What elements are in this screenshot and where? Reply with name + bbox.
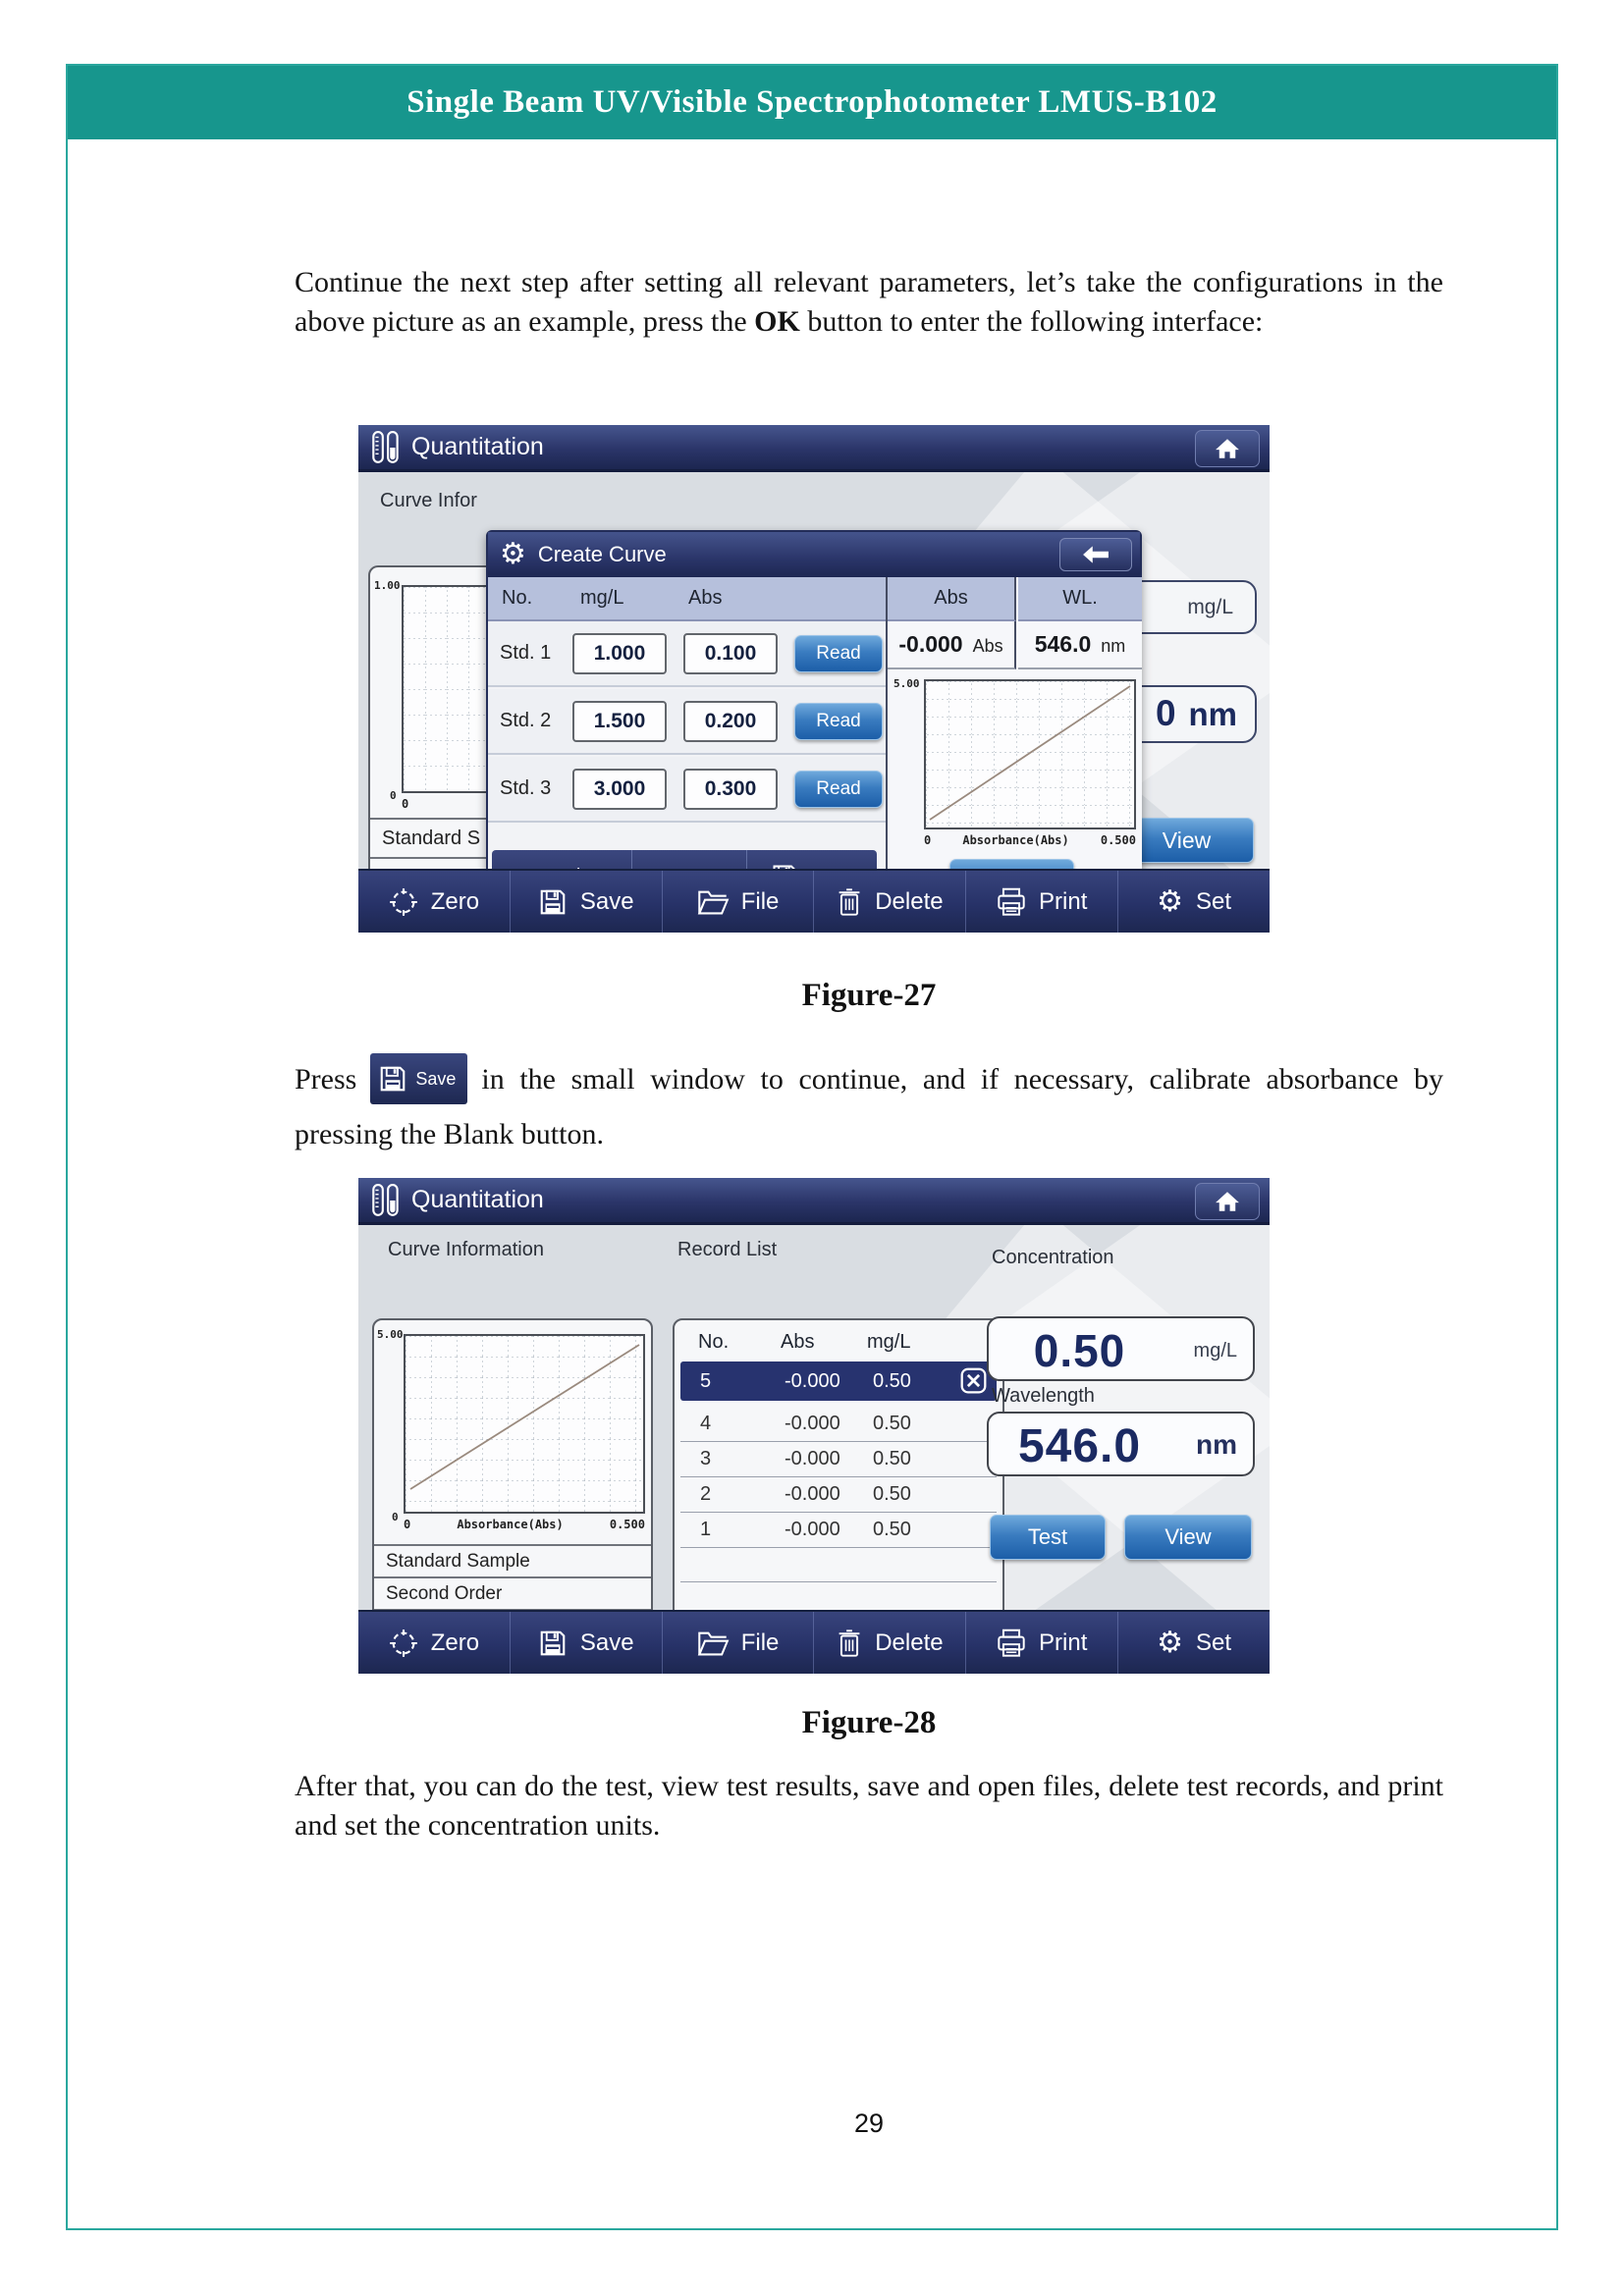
wavelength-unit: nm xyxy=(1196,1429,1237,1460)
wavelength-display-box xyxy=(987,1412,1255,1476)
concentration-value: 0.50 xyxy=(1033,1325,1126,1376)
paragraph-2-text: Press xyxy=(295,1063,357,1095)
toolbar-label: Print xyxy=(1039,1629,1088,1656)
graph-grid xyxy=(926,681,1134,828)
test-button[interactable] xyxy=(990,1515,1106,1560)
wavelength-partial-value: 0 xyxy=(1156,693,1176,733)
record-mgl: 0.50 xyxy=(873,1369,911,1392)
gear-icon: ⚙ xyxy=(1157,883,1183,919)
record-list-header xyxy=(675,1324,1002,1360)
inline-save-label: Save xyxy=(415,1069,457,1090)
figure-28-screenshot xyxy=(358,1178,1270,1674)
read-button[interactable]: Read xyxy=(794,635,883,672)
toolbar-set-button[interactable] xyxy=(1117,1612,1270,1674)
toolbar-print-button[interactable] xyxy=(965,1612,1117,1674)
toolbar-label: Print xyxy=(1039,887,1088,915)
wavelength-unit-label: nm xyxy=(1188,696,1237,732)
wl-header-cell: WL. xyxy=(1018,577,1142,621)
y-axis-max-label: 5.00 xyxy=(377,1328,404,1341)
abs-input[interactable]: 0.100 xyxy=(683,633,778,674)
record-mgl: 0.50 xyxy=(873,1413,911,1434)
y-axis-zero-label: 0 xyxy=(392,1511,399,1523)
view-button-label: View xyxy=(1164,1524,1212,1549)
abs-input[interactable]: 0.300 xyxy=(683,769,778,810)
mgl-input[interactable]: 1.000 xyxy=(572,633,667,674)
x-axis-labels xyxy=(924,833,1136,847)
create-curve-dialog xyxy=(486,530,1142,909)
record-mgl: 0.50 xyxy=(873,1448,911,1469)
toolbar-zero-button[interactable] xyxy=(358,1612,510,1674)
wavelength-value: 546.0 xyxy=(1017,1420,1142,1472)
toolbar-delete-button[interactable] xyxy=(813,1612,965,1674)
toolbar-delete-button[interactable] xyxy=(813,871,965,933)
gear-icon: ⚙ xyxy=(1157,1625,1183,1660)
x-axis-max-label: 0.500 xyxy=(609,1518,645,1531)
floppy-disk-icon xyxy=(538,1629,568,1658)
record-row[interactable] xyxy=(680,1442,997,1477)
record-abs: -0.000 xyxy=(785,1413,840,1434)
toolbar-save-button[interactable] xyxy=(510,1612,662,1674)
document-title: Single Beam UV/Visible Spectrophotometer LMUS-B102 xyxy=(406,84,1218,120)
record-list-panel xyxy=(673,1318,1004,1642)
paragraph-1-text-end: button to enter the following interface: xyxy=(799,305,1264,338)
x-axis-zero-label: 0 xyxy=(924,833,932,847)
record-no: 5 xyxy=(700,1369,712,1392)
trash-icon xyxy=(837,887,862,917)
toolbar-label: Save xyxy=(579,1629,634,1656)
toolbar-label: Set xyxy=(1195,1629,1232,1656)
y-axis-zero-label: 0 xyxy=(390,789,397,802)
figure-27-caption: Figure-27 xyxy=(801,978,937,1013)
record-abs: -0.000 xyxy=(785,1483,840,1505)
concentration-label: Concentration xyxy=(992,1247,1114,1268)
view-button-label: View xyxy=(1162,827,1212,853)
abs-header-cell: Abs xyxy=(888,577,1016,621)
toolbar-label: Delete xyxy=(875,1629,944,1656)
x-axis-zero-label: 0 xyxy=(402,797,409,811)
record-row-selected[interactable] xyxy=(680,1362,997,1401)
column-no: No. xyxy=(502,587,533,609)
curve-information-label: Curve Information xyxy=(388,1239,544,1260)
toolbar-file-button[interactable] xyxy=(662,871,814,933)
concentration-unit: mg/L xyxy=(1193,1340,1237,1362)
folder-icon xyxy=(697,1629,729,1657)
graph-grid xyxy=(406,1336,643,1512)
curve-order-row: Second Order xyxy=(374,1576,651,1609)
printer-icon xyxy=(997,887,1026,917)
column-mgl: mg/L xyxy=(867,1330,911,1353)
zero-target-icon xyxy=(389,1629,418,1658)
record-no: 1 xyxy=(700,1519,712,1540)
record-row[interactable] xyxy=(680,1407,997,1442)
record-row[interactable] xyxy=(680,1477,997,1513)
x-axis-labels xyxy=(404,1518,645,1531)
x-axis-title: Absorbance(Abs) xyxy=(962,833,1069,847)
record-mgl: 0.50 xyxy=(873,1483,911,1505)
toolbar-zero-button[interactable] xyxy=(358,871,510,933)
home-icon xyxy=(1215,438,1240,459)
standard-row-1 xyxy=(488,621,886,687)
toolbar-file-button[interactable] xyxy=(662,1612,814,1674)
gear-icon: ⚙ xyxy=(500,537,526,571)
abs-input[interactable]: 0.200 xyxy=(683,701,778,742)
record-row[interactable] xyxy=(680,1513,997,1548)
page-number: 29 xyxy=(853,2109,885,2138)
record-abs: -0.000 xyxy=(785,1369,840,1392)
floppy-disk-icon xyxy=(538,887,568,917)
abs-unit: Abs xyxy=(972,636,1003,656)
record-abs: -0.000 xyxy=(785,1519,840,1540)
record-no: 4 xyxy=(700,1413,712,1434)
wavelength-label: Wavelength xyxy=(992,1385,1095,1407)
paragraph-3: After that, you can do the test, view test results, save and open files, delete test records, and print and set the concentration units. xyxy=(295,1770,1443,1842)
page-header-banner xyxy=(68,66,1556,139)
quantitation-header-bar xyxy=(358,425,1270,472)
test-tube-icon xyxy=(370,1183,402,1218)
app-title: Quantitation xyxy=(411,433,544,460)
standard-row-3 xyxy=(488,757,886,823)
printer-icon xyxy=(997,1629,1026,1658)
back-arrow-icon xyxy=(1082,545,1110,564)
abs-readout xyxy=(888,621,1016,669)
toolbar-label: File xyxy=(740,1629,780,1656)
standard-row-2 xyxy=(488,689,886,755)
app-title: Quantitation xyxy=(411,1186,544,1213)
test-tube-icon xyxy=(370,430,402,465)
standard-label: Std. 1 xyxy=(500,642,552,664)
zero-target-icon xyxy=(389,887,418,917)
read-button[interactable]: Read xyxy=(794,703,883,740)
record-abs: -0.000 xyxy=(785,1448,840,1469)
bottom-toolbar xyxy=(358,1610,1270,1674)
create-curve-titlebar xyxy=(488,532,1140,577)
x-axis-zero-label: 0 xyxy=(404,1518,411,1531)
toolbar-save-button[interactable] xyxy=(510,871,662,933)
mgl-input[interactable]: 3.000 xyxy=(572,769,667,810)
record-no: 2 xyxy=(700,1483,712,1505)
column-abs: Abs xyxy=(688,587,723,609)
y-axis-max-label: 5.00 xyxy=(893,677,920,690)
view-button[interactable] xyxy=(1124,1515,1252,1560)
folder-icon xyxy=(697,888,729,916)
empty-record-separator xyxy=(680,1581,997,1582)
back-button[interactable] xyxy=(1059,538,1132,571)
trash-icon xyxy=(837,1629,862,1658)
figure-28-caption: Figure-28 xyxy=(801,1705,937,1740)
standard-sample-row: Standard Sample xyxy=(374,1544,651,1576)
toolbar-label: Set xyxy=(1195,887,1232,915)
toolbar-label: Zero xyxy=(430,1629,480,1656)
column-no: No. xyxy=(698,1330,730,1353)
quantitation-body xyxy=(358,1225,1270,1610)
paragraph-1-text: Continue the next step after setting all relevant parameters, let’s take the configurations in the above picture as an example, press the xyxy=(295,266,1443,338)
home-button[interactable] xyxy=(1195,1183,1260,1220)
concentration-unit-label: mg/L xyxy=(1187,596,1233,618)
quantitation-body xyxy=(358,472,1270,869)
floppy-disk-icon xyxy=(378,1064,407,1094)
inline-save-button-image xyxy=(370,1053,467,1104)
dialog-title: Create Curve xyxy=(537,542,667,566)
figure-27-screenshot xyxy=(358,425,1270,933)
home-icon xyxy=(1215,1191,1240,1212)
quantitation-header-bar xyxy=(358,1178,1270,1225)
calibration-curve-graph xyxy=(404,1334,645,1514)
bottom-toolbar xyxy=(358,869,1270,933)
toolbar-label: Save xyxy=(579,887,634,915)
toolbar-label: File xyxy=(740,887,780,915)
toolbar-label: Zero xyxy=(430,887,480,915)
column-mgl: mg/L xyxy=(580,587,624,609)
home-button[interactable] xyxy=(1195,430,1260,467)
record-no: 3 xyxy=(700,1448,712,1469)
column-abs: Abs xyxy=(781,1330,815,1353)
curve-information-panel xyxy=(372,1318,653,1642)
record-list-label: Record List xyxy=(677,1239,778,1260)
calibration-curve-graph xyxy=(924,679,1136,829)
x-axis-title: Absorbance(Abs) xyxy=(457,1518,564,1531)
standard-label: Std. 2 xyxy=(500,710,552,731)
record-mgl: 0.50 xyxy=(873,1519,911,1540)
read-button[interactable]: Read xyxy=(794,771,883,808)
dialog-readout-section xyxy=(886,577,1142,907)
standard-label: Std. 3 xyxy=(500,777,552,799)
toolbar-set-button[interactable] xyxy=(1117,871,1270,933)
toolbar-print-button[interactable] xyxy=(965,871,1117,933)
standard-sample-row: Standard S xyxy=(370,818,572,857)
mgl-input[interactable]: 1.500 xyxy=(572,701,667,742)
x-axis-max-label: 0.500 xyxy=(1100,833,1136,847)
abs-value: -0.000 xyxy=(898,631,963,657)
test-button-label: Test xyxy=(1027,1524,1068,1549)
paragraph-2-text-end: in the small window to continue, and if necessary, calibrate absorbance by pressing the Blank button. xyxy=(295,1063,1443,1151)
curve-information-label: Curve Infor xyxy=(380,490,477,511)
paragraph-1 xyxy=(295,263,1443,342)
concentration-display-box xyxy=(987,1316,1255,1381)
wl-value: 546.0 xyxy=(1034,631,1092,657)
standards-table-header xyxy=(488,577,886,621)
close-icon[interactable] xyxy=(960,1367,987,1400)
wavelength-readout xyxy=(1018,621,1142,669)
ok-keyword: OK xyxy=(754,305,800,338)
wl-unit: nm xyxy=(1101,636,1126,656)
y-axis-max-label: 1.00 xyxy=(374,579,401,592)
toolbar-label: Delete xyxy=(875,887,944,915)
